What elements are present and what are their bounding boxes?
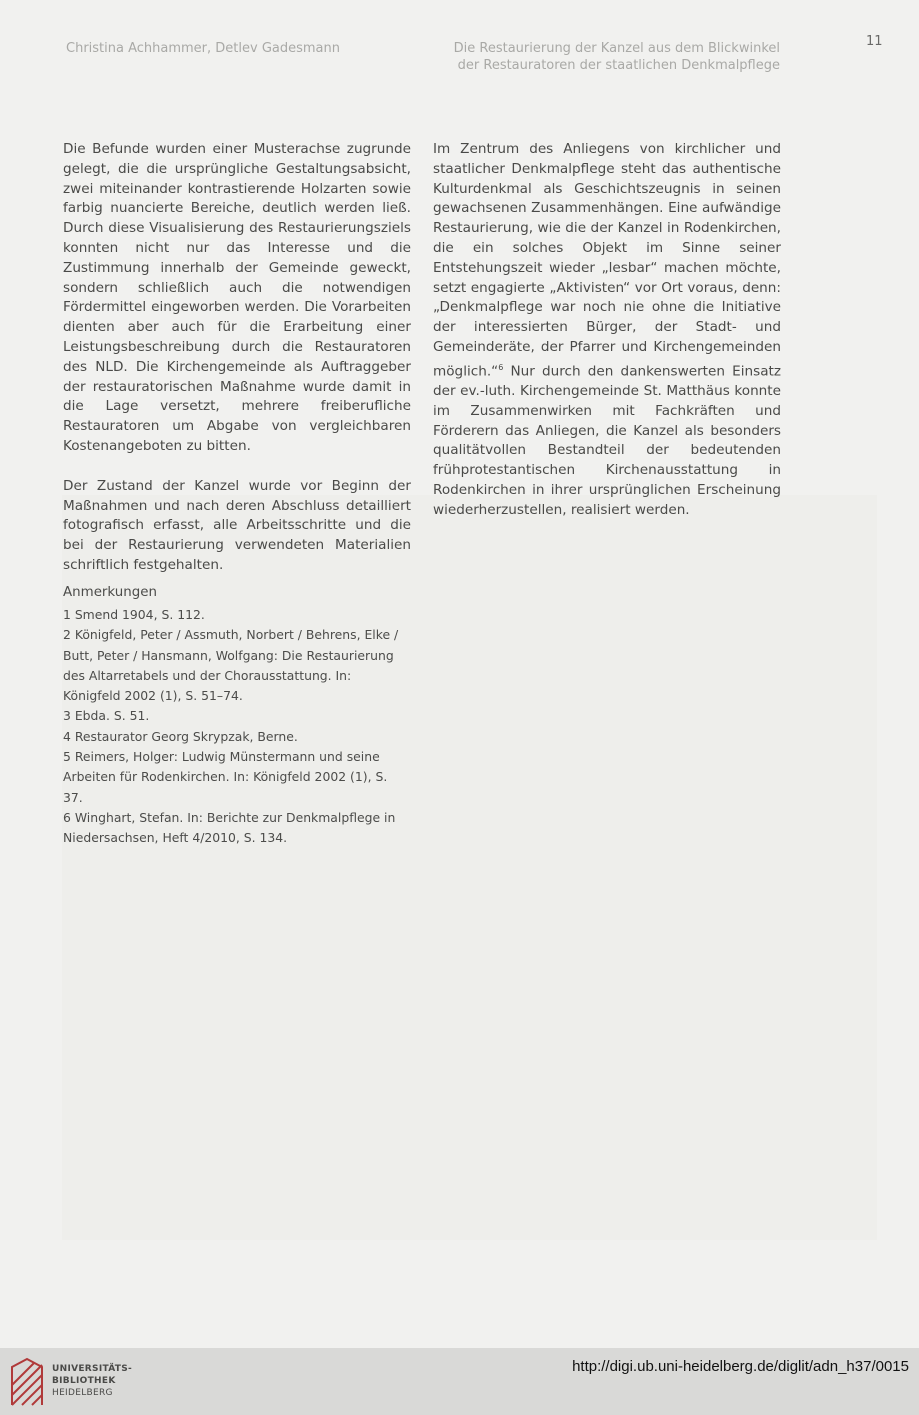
body-paragraph	[433, 140, 781, 521]
body-paragraph: Der Zustand der Kanzel wurde vor Beginn der Maßnahmen und nach deren Abschluss detailliert fotografisch erfasst, alle Arbeitsschritte und die bei der Restaurierung verwendeten Materialien schriftlich festgehalten.	[63, 477, 411, 573]
footnote: 1 Smend 1904, S. 112.	[63, 607, 205, 622]
footnote: 3 Ebda. S. 51.	[63, 708, 150, 724]
footnote: 4 Restaurator Georg Skrypzak, Berne.	[63, 728, 298, 744]
running-header-title-line2: der Restauratoren der staatlichen Denkmalpflege	[457, 58, 780, 73]
footnotes-section	[63, 583, 408, 849]
left-text-column	[63, 140, 411, 576]
paragraph-text: Nur durch den dankenswerten Einsatz der ev.-luth. Kirchengemeinde St. Matthäus konnte im Zusammenwirken mit Fachkräften und Förderern das Anliegen, die Kanzel als besonders qualitätvollen Bestandteil der bedeutenden frühprotestantischen Kirchenausstattung in Rodenkirchen in ihrer ursprünglichen Erscheinung wiederherzustellen, realisiert werden.	[433, 363, 781, 518]
library-logo-icon	[10, 1357, 44, 1407]
running-header-authors: Christina Achhammer, Detlev Gadesmann	[66, 41, 340, 56]
right-text-column	[433, 140, 781, 521]
footnote: 2 Königfeld, Peter / Assmuth, Norbert / Behrens, Elke / Butt, Peter / Hansmann, Wolfgang: Die Restaurierung des Altarretabels und der Chorausstattung. In: Königfeld 2002 (1), S. 51–74.	[63, 627, 399, 704]
permalink-url[interactable]: http://digi.ub.uni-heidelberg.de/diglit/adn_h37/0015	[572, 1358, 909, 1375]
library-name-line1: UNIVERSITÄTS-	[52, 1364, 133, 1374]
paragraph-text: Im Zentrum des Anliegens von kirchlicher und staatlicher Denkmalpflege steht das authentische Kulturdenkmal als Geschichtszeugnis in seinen gewachsenen Zusammenhängen. Eine aufwändige Restaurierung, wie die der Kanzel in Rodenkirchen, die ein solches Objekt im Sinne seiner Entstehungszeit wieder „lesbar“ machen möchte, setzt engagierte „Aktivisten“ vor Ort voraus, denn: „Denkmalpflege war noch nie ohne die Initiative der interessierten Bürger, der Stadt- und Gemeinderäte, der Pfarrer und Kirchengemeinden möglich.“	[433, 141, 781, 380]
footnote: 5 Reimers, Holger: Ludwig Münstermann und seine Arbeiten für Rodenkirchen. In: Königfeld 2002 (1), S. 37.	[63, 749, 388, 805]
running-header-title	[454, 40, 780, 74]
library-name-line2: BIBLIOTHEK	[52, 1376, 116, 1386]
library-name-line3: HEIDELBERG	[52, 1388, 113, 1398]
page-number: 11	[866, 34, 883, 49]
footnote-reference: 6	[498, 362, 504, 372]
body-paragraph: Die Befunde wurden einer Musterachse zugrunde gelegt, die die ursprüngliche Gestaltungsabsicht, zwei miteinander kontrastierende Holzarten sowie farbig nuancierte Bereiche, deutlich werden ließ. Durch diese Visualisierung des Restaurierungsziels konnten nicht nur das Interesse und die Zustimmung innerhalb der Gemeinde geweckt, sondern schließlich auch die notwendigen Fördermittel eingeworben werden. Die Vorarbeiten dienten aber auch für die Erarbeitung einer Leistungsbeschreibung durch die Restauratoren des NLD. Die Kirchengemeinde als Auftraggeber der restauratorischen Maßnahme wurde damit in die Lage versetzt, mehrere freiberufliche Restauratoren um Abgabe von vergleichbaren Kostenangeboten zu bitten.	[63, 141, 411, 454]
footnotes-heading: Anmerkungen	[63, 585, 157, 600]
footnote: 6 Winghart, Stefan. In: Berichte zur Denkmalpflege in Niedersachsen, Heft 4/2010, S. 134.	[63, 809, 396, 846]
running-header-title-line1: Die Restaurierung der Kanzel aus dem Blickwinkel	[453, 41, 780, 56]
